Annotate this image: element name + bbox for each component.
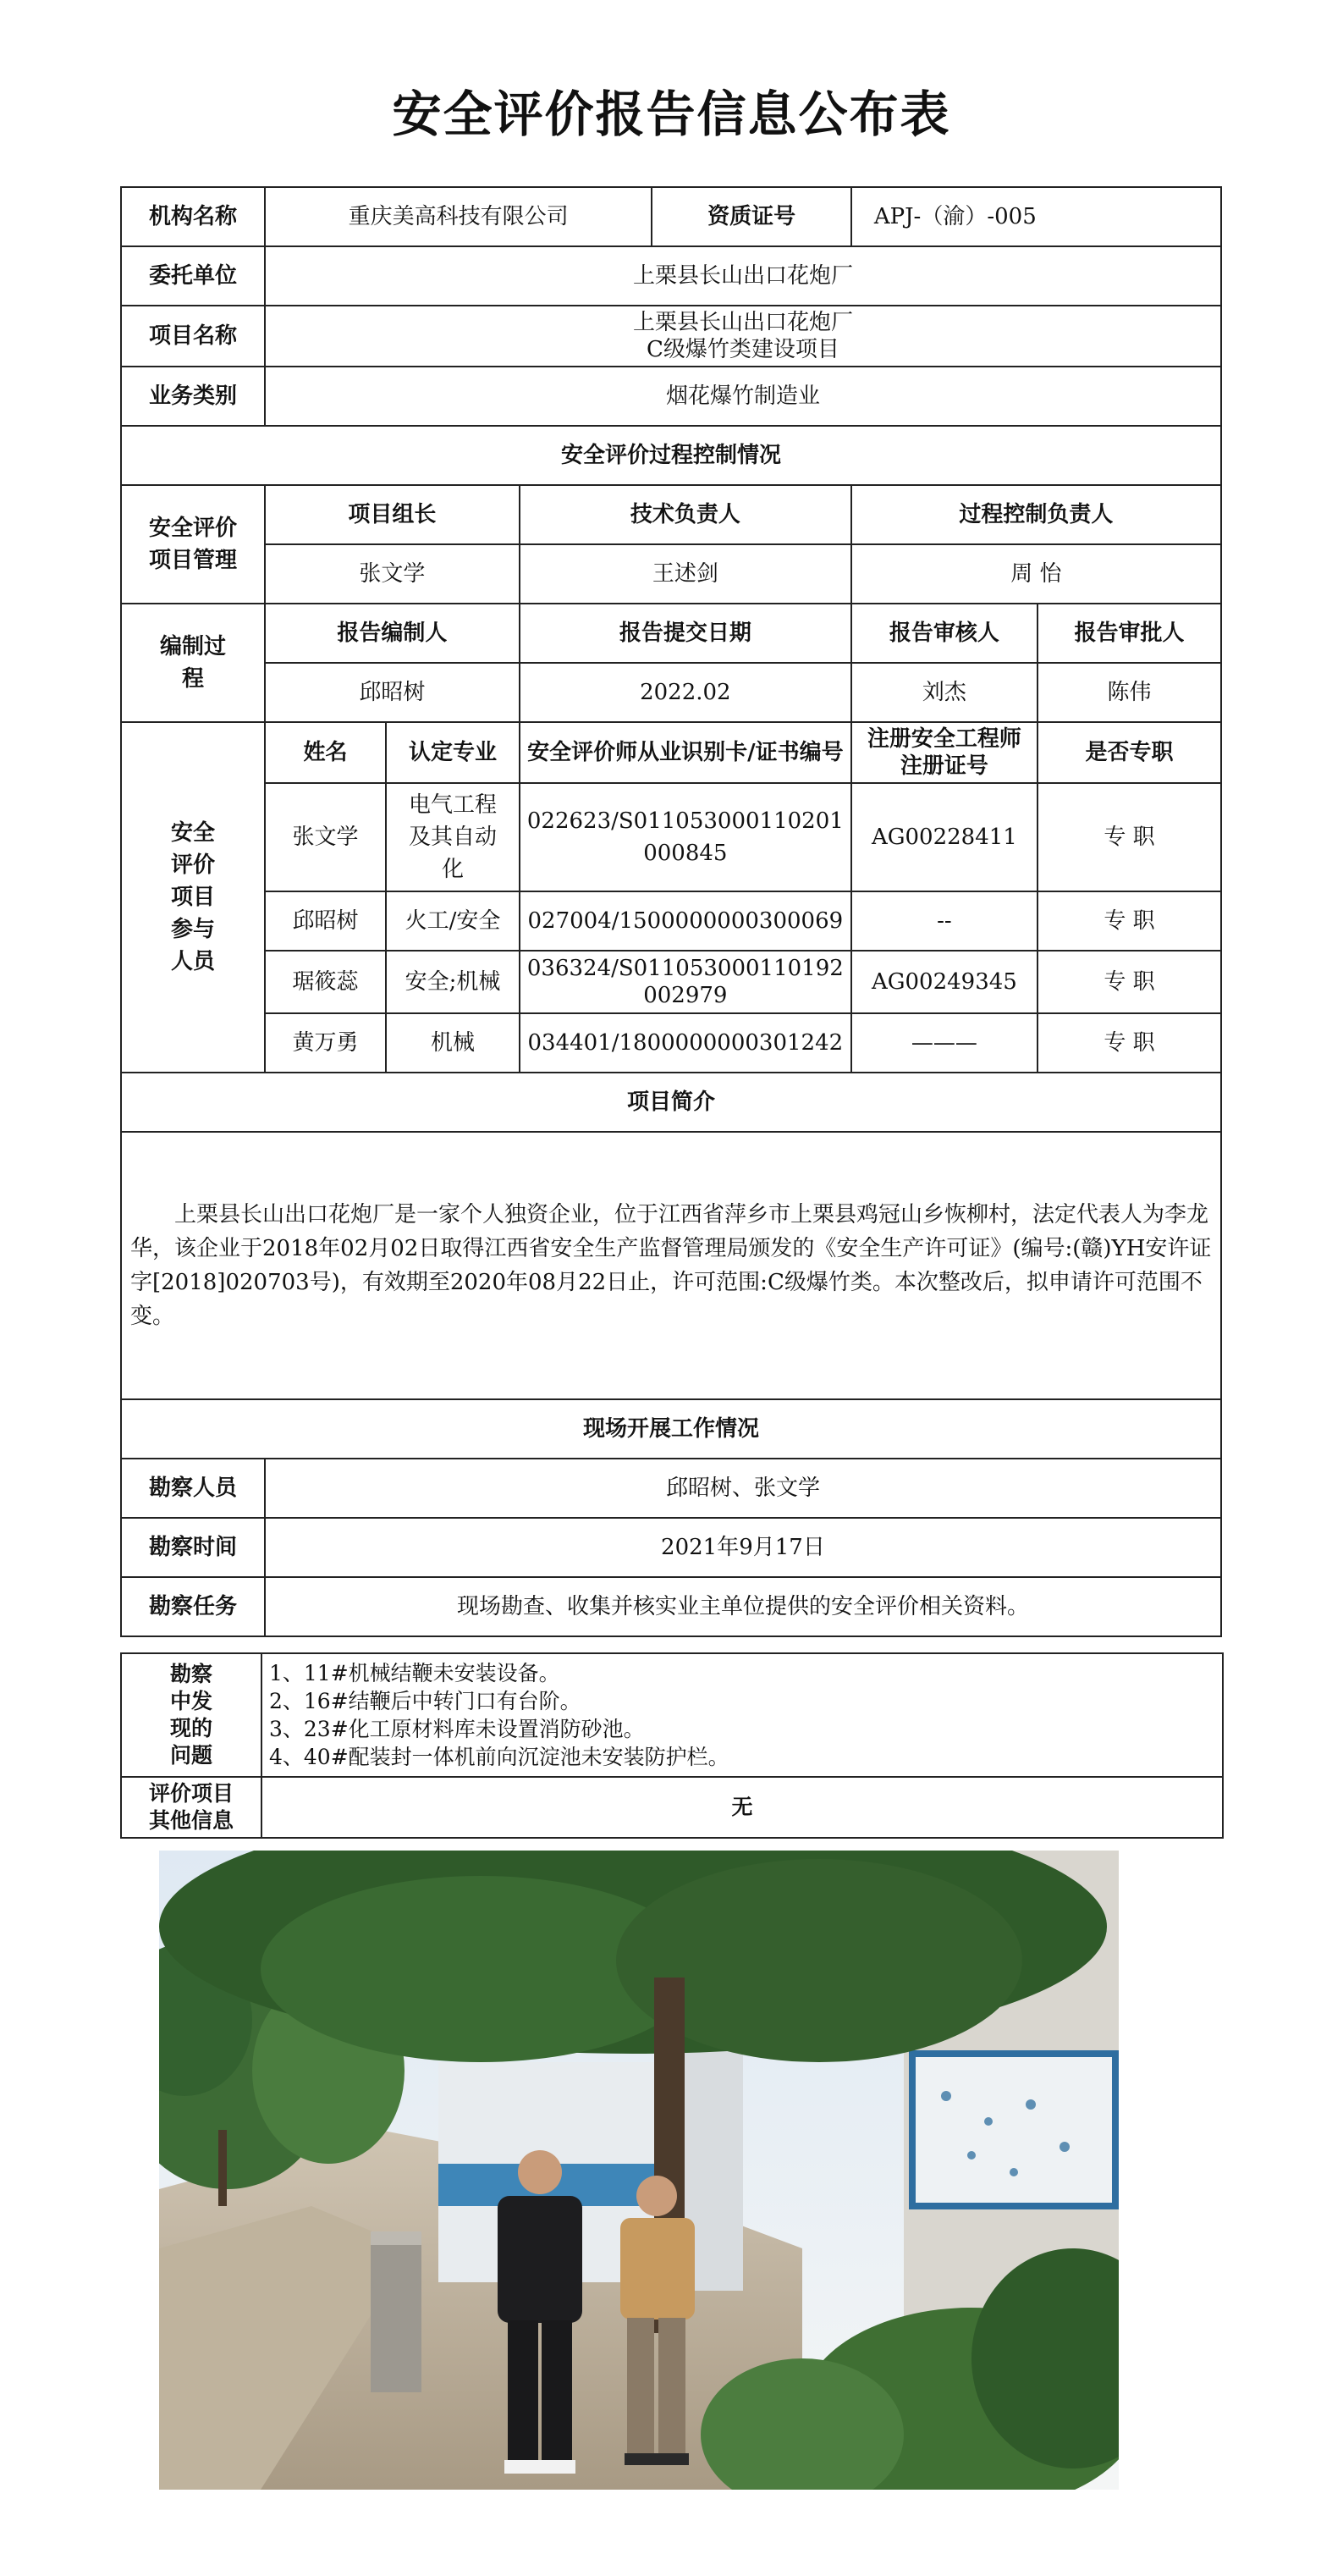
- participant-card: 036324/S011053000110192002979: [520, 951, 851, 1013]
- client-label: 委托单位: [121, 246, 265, 306]
- participant-name: 邱昭树: [265, 891, 386, 951]
- team-leader-label: 项目组长: [265, 485, 520, 544]
- participant-reg: --: [851, 891, 1038, 951]
- team-leader-value: 张文学: [265, 544, 520, 604]
- list-item: 1、11#机械结鞭未安装设备。: [269, 1661, 560, 1685]
- cert-no-value: APJ-（渝）-005: [851, 187, 1221, 246]
- participant-name: 黄万勇: [265, 1013, 386, 1073]
- col-header-major: 认定专业: [386, 722, 520, 783]
- col-header-fulltime: 是否专职: [1038, 722, 1221, 783]
- participant-reg: AG00249345: [851, 951, 1038, 1013]
- approver-value: 陈伟: [1038, 663, 1221, 722]
- project-name-line1: 上栗县长山出口花炮厂: [632, 310, 853, 335]
- compile-label: 编制过程: [121, 604, 265, 722]
- site-photo: [159, 1851, 1119, 2490]
- table-row: [121, 1013, 1221, 1073]
- intro-heading: 项目简介: [121, 1073, 1221, 1132]
- cert-no-label: 资质证号: [652, 187, 850, 246]
- participant-major: 安全;机械: [386, 951, 520, 1013]
- other-info-value: 无: [261, 1777, 1223, 1838]
- participant-card: 022623/S011053000110201000845: [520, 783, 851, 891]
- client-value: 上栗县长山出口花炮厂: [265, 246, 1221, 306]
- page-title: 安全评价报告信息公布表: [392, 85, 951, 143]
- reviewer-value: 刘杰: [851, 663, 1038, 722]
- report-author-label: 报告编制人: [265, 604, 520, 663]
- survey-time-value: 2021年9月17日: [265, 1518, 1221, 1577]
- col-header-card: 安全评价师从业识别卡/证书编号: [520, 722, 851, 783]
- survey-task-value: 现场勘查、收集并核实业主单位提供的安全评价相关资料。: [265, 1577, 1221, 1636]
- business-type-value: 烟花爆竹制造业: [265, 367, 1221, 426]
- reviewer-label: 报告审核人: [851, 604, 1038, 663]
- tech-lead-label: 技术负责人: [520, 485, 851, 544]
- approver-label: 报告审批人: [1038, 604, 1221, 663]
- project-name-line2: C级爆竹类建设项目: [647, 337, 839, 362]
- participant-card: 034401/1800000000301242: [520, 1013, 851, 1073]
- table-row: [121, 783, 1221, 891]
- info-table: [120, 186, 1222, 1637]
- participants-label: 安全评价项目参与人员: [121, 722, 265, 1073]
- list-item: 3、23#化工原材料库未设置消防砂池。: [269, 1717, 645, 1741]
- surveyors-value: 邱昭树、张文学: [265, 1459, 1221, 1518]
- submit-date-value: 2022.02: [520, 663, 851, 722]
- intro-body: [121, 1132, 1221, 1399]
- participant-fulltime: 专 职: [1038, 1013, 1221, 1073]
- participant-major: 机械: [386, 1013, 520, 1073]
- report-author-value: 邱昭树: [265, 663, 520, 722]
- issues-table: [120, 1652, 1224, 1839]
- business-type-label: 业务类别: [121, 367, 265, 426]
- project-mgmt-label: 安全评价项目管理: [121, 485, 265, 604]
- participant-card: 027004/1500000000300069: [520, 891, 851, 951]
- participant-fulltime: 专 职: [1038, 891, 1221, 951]
- participant-name: 张文学: [265, 783, 386, 891]
- col-header-name: 姓名: [265, 722, 386, 783]
- participant-reg: ———: [851, 1013, 1038, 1073]
- participant-fulltime: 专 职: [1038, 951, 1221, 1013]
- project-name-label: 项目名称: [121, 306, 265, 367]
- other-info-label: 评价项目其他信息: [121, 1777, 261, 1838]
- site-photo-illustration: [159, 1851, 1119, 2490]
- surveyors-label: 勘察人员: [121, 1459, 265, 1518]
- tech-lead-value: 王述剑: [520, 544, 851, 604]
- org-name-value: 重庆美高科技有限公司: [265, 187, 652, 246]
- intro-text: 上栗县长山出口花炮厂是一家个人独资企业，位于江西省萍乡市上栗县鸡冠山乡恢柳村，法定代表人为李龙华，该企业于2018年02月02日取得江西省安全生产监督管理局颁发的《安全生产许可证》(编号:(赣)YH安许证字[2018]020703号)，有效期至2020年08月22日止，许可范围:C级爆竹类。本次整改后，拟申请许可范围不变。: [130, 1202, 1212, 1329]
- issues-list: [261, 1653, 1223, 1777]
- list-item: 2、16#结鞭后中转门口有台阶。: [269, 1689, 581, 1713]
- col-header-reg: 注册安全工程师注册证号: [851, 722, 1038, 783]
- submit-date-label: 报告提交日期: [520, 604, 851, 663]
- participant-major: 电气工程及其自动化: [386, 783, 520, 891]
- participant-name: 琚筱蕊: [265, 951, 386, 1013]
- list-item: 4、40#配装封一体机前向沉淀池未安装防护栏。: [269, 1745, 729, 1769]
- org-name-label: 机构名称: [121, 187, 265, 246]
- table-row: [121, 951, 1221, 1013]
- participant-major: 火工/安全: [386, 891, 520, 951]
- process-lead-label: 过程控制负责人: [851, 485, 1221, 544]
- survey-task-label: 勘察任务: [121, 1577, 265, 1636]
- site-work-heading: 现场开展工作情况: [121, 1399, 1221, 1459]
- process-lead-value: 周 怡: [851, 544, 1221, 604]
- participant-reg: AG00228411: [851, 783, 1038, 891]
- process-control-heading: 安全评价过程控制情况: [121, 426, 1221, 485]
- participant-fulltime: 专 职: [1038, 783, 1221, 891]
- survey-time-label: 勘察时间: [121, 1518, 265, 1577]
- table-row: [121, 891, 1221, 951]
- issues-label: 勘察中发现的问题: [121, 1653, 261, 1777]
- project-name-value: [265, 306, 1221, 367]
